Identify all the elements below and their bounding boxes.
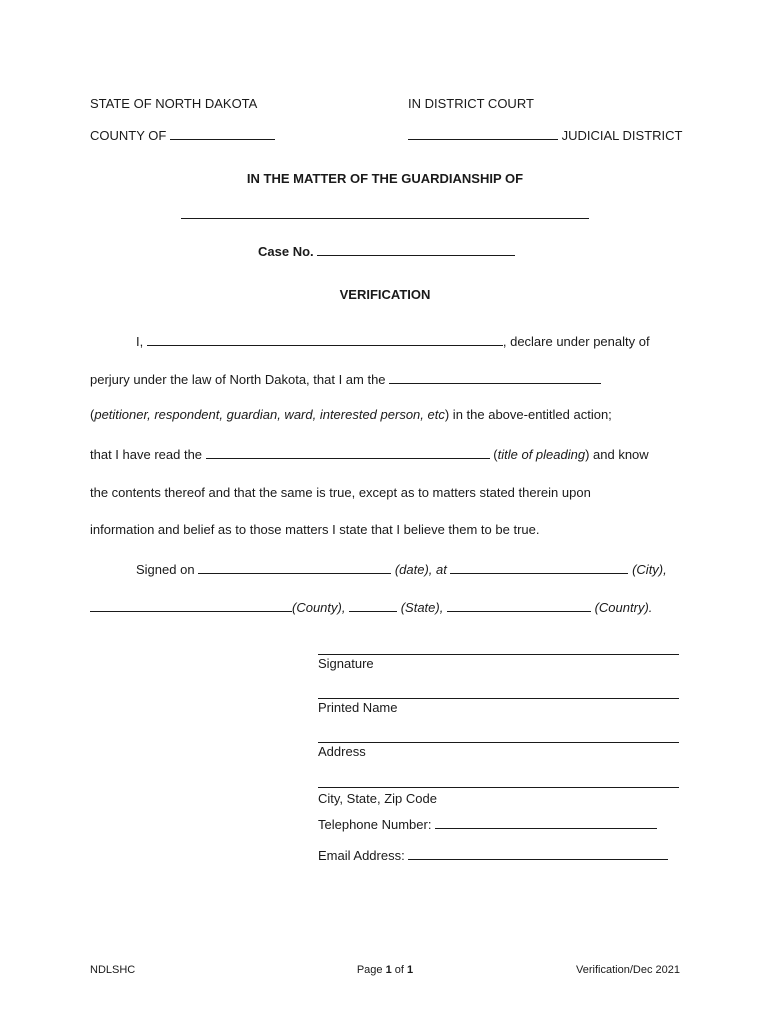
country-blank[interactable]	[447, 598, 591, 612]
signed-line	[136, 560, 667, 578]
address-blank[interactable]	[318, 742, 679, 743]
pleading-title-blank[interactable]	[206, 445, 490, 459]
page-of: of	[391, 964, 408, 976]
body-text: ) and know	[585, 447, 649, 462]
page-prefix: Page	[356, 964, 386, 976]
country-hint: (Country).	[594, 600, 653, 615]
body-text: perjury under the law of North Dakota, that I am the	[90, 372, 386, 387]
state-blank[interactable]	[349, 598, 397, 612]
date-hint: (date), at	[394, 562, 447, 577]
telephone-label: Telephone Number:	[318, 817, 432, 832]
county-label: COUNTY OF	[90, 128, 167, 143]
matter-title: IN THE MATTER OF THE GUARDIANSHIP OF	[246, 171, 524, 186]
body-text: I,	[136, 334, 144, 349]
body-text: that I have read the	[90, 447, 203, 462]
page-total: 1	[407, 964, 414, 976]
county-blank[interactable]	[170, 126, 275, 140]
date-blank[interactable]	[198, 560, 391, 574]
address-label: Address	[318, 744, 366, 759]
body-line-2	[90, 370, 601, 388]
county-location-blank[interactable]	[90, 598, 292, 612]
role-blank[interactable]	[389, 370, 601, 384]
district-label: JUDICIAL DISTRICT	[561, 128, 683, 143]
body-text: (	[493, 447, 498, 462]
email-blank[interactable]	[408, 846, 668, 860]
city-state-zip-label: City, State, Zip Code	[318, 791, 437, 806]
email-label: Email Address:	[318, 848, 405, 863]
body-line-6: information and belief as to those matters I state that I believe them to be true.	[90, 522, 540, 537]
ward-name-blank[interactable]	[181, 218, 589, 219]
case-number-blank[interactable]	[317, 242, 515, 256]
location-line	[90, 598, 652, 616]
pleading-title-hint: title of pleading	[497, 447, 586, 462]
district-line	[408, 126, 682, 144]
email-line	[318, 846, 668, 864]
body-text: Signed on	[136, 562, 195, 577]
printed-name-label: Printed Name	[318, 700, 398, 715]
printed-name-blank[interactable]	[318, 698, 679, 699]
court-label: IN DISTRICT COURT	[408, 96, 534, 111]
state-hint: (State),	[400, 600, 444, 615]
role-options: petitioner, respondent, guardian, ward, interested person, etc	[94, 407, 445, 422]
city-hint: (City),	[632, 562, 667, 577]
declarant-name-blank[interactable]	[147, 332, 503, 346]
district-blank[interactable]	[408, 126, 558, 140]
county-line	[90, 126, 275, 144]
city-blank[interactable]	[450, 560, 628, 574]
body-text: (	[90, 407, 95, 422]
body-text: , declare under penalty of	[502, 334, 650, 349]
body-text: in the above-entitled action;	[449, 407, 612, 422]
county-hint: (County),	[292, 600, 346, 615]
telephone-blank[interactable]	[435, 815, 657, 829]
signature-blank[interactable]	[318, 654, 679, 655]
case-number-line	[258, 242, 515, 260]
body-line-1	[136, 332, 650, 350]
body-line-4	[90, 445, 649, 463]
signature-label: Signature	[318, 656, 374, 671]
body-line-5: the contents thereof and that the same is true, except as to matters stated therein upon	[90, 485, 591, 500]
verification-heading: VERIFICATION	[339, 287, 431, 302]
body-line-3	[90, 407, 612, 423]
case-number-label: Case No.	[258, 244, 314, 259]
footer-code: NDLSHC	[90, 964, 136, 976]
footer-form-id: Verification/Dec 2021	[576, 964, 680, 976]
body-text: )	[444, 407, 450, 422]
city-state-zip-blank[interactable]	[318, 787, 679, 788]
telephone-line	[318, 815, 657, 833]
page-current: 1	[385, 964, 392, 976]
state-label: STATE OF NORTH DAKOTA	[90, 96, 258, 111]
